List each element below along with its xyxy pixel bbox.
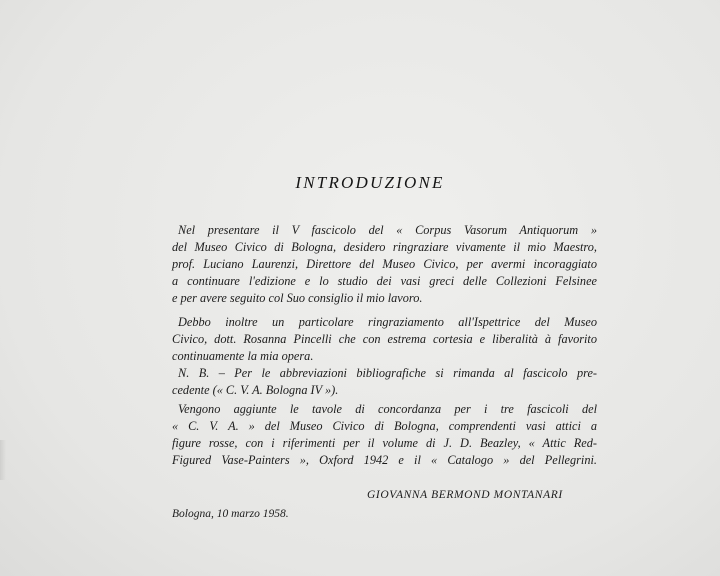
text-line: prof. Luciano Laurenzi, Direttore del Museo Civico, per avermi incoraggiato [172,257,597,272]
text-line: continuamente la mia opera. [172,349,314,364]
text-line: del Museo Civico di Bologna, desidero ringraziare vivamente il mio Maestro, [172,240,597,255]
paragraph-nota-bene [172,365,597,399]
page-edge-shadow [0,440,6,480]
text-line: « C. V. A. » del Museo Civico di Bologna, comprendenti vasi attici a [172,419,597,434]
paragraph-acknowledgement-ispettrice [172,314,597,365]
text-line: a continuare l'edizione e lo studio dei vasi greci delle Collezioni Felsinee [172,274,597,289]
text-line: Figured Vase-Painters », Oxford 1942 e il « Catalogo » del Pellegrini. [172,453,597,468]
text-line: cedente (« C. V. A. Bologna IV »). [172,383,339,398]
text-line: Nel presentare il V fascicolo del « Corpus Vasorum Antiquorum » [178,223,597,237]
text-line: figure rosse, con i riferimenti per il volume di J. D. Beazley, « Attic Red- [172,436,597,451]
text-line: N. B. – Per le abbreviazioni bibliografiche si rimanda al fascicolo pre- [178,366,597,380]
paragraph-acknowledgement-maestro [172,222,597,307]
text-line: Vengono aggiunte le tavole di concordanza per i tre fascicoli del [178,402,597,416]
paragraph-concordance-tables [172,401,597,469]
place-and-date: Bologna, 10 marzo 1958. [172,508,289,520]
page-title: INTRODUZIONE [295,173,445,192]
text-line: e per avere seguito col Suo consiglio il mio lavoro. [172,291,423,306]
author-signature: GIOVANNA BERMOND MONTANARI [367,489,563,501]
text-line: Civico, dott. Rosanna Pincelli che con estrema cortesia e liberalità à favorito [172,332,597,347]
text-line: Debbo inoltre un particolare ringraziamento all'Ispettrice del Museo [178,315,597,329]
